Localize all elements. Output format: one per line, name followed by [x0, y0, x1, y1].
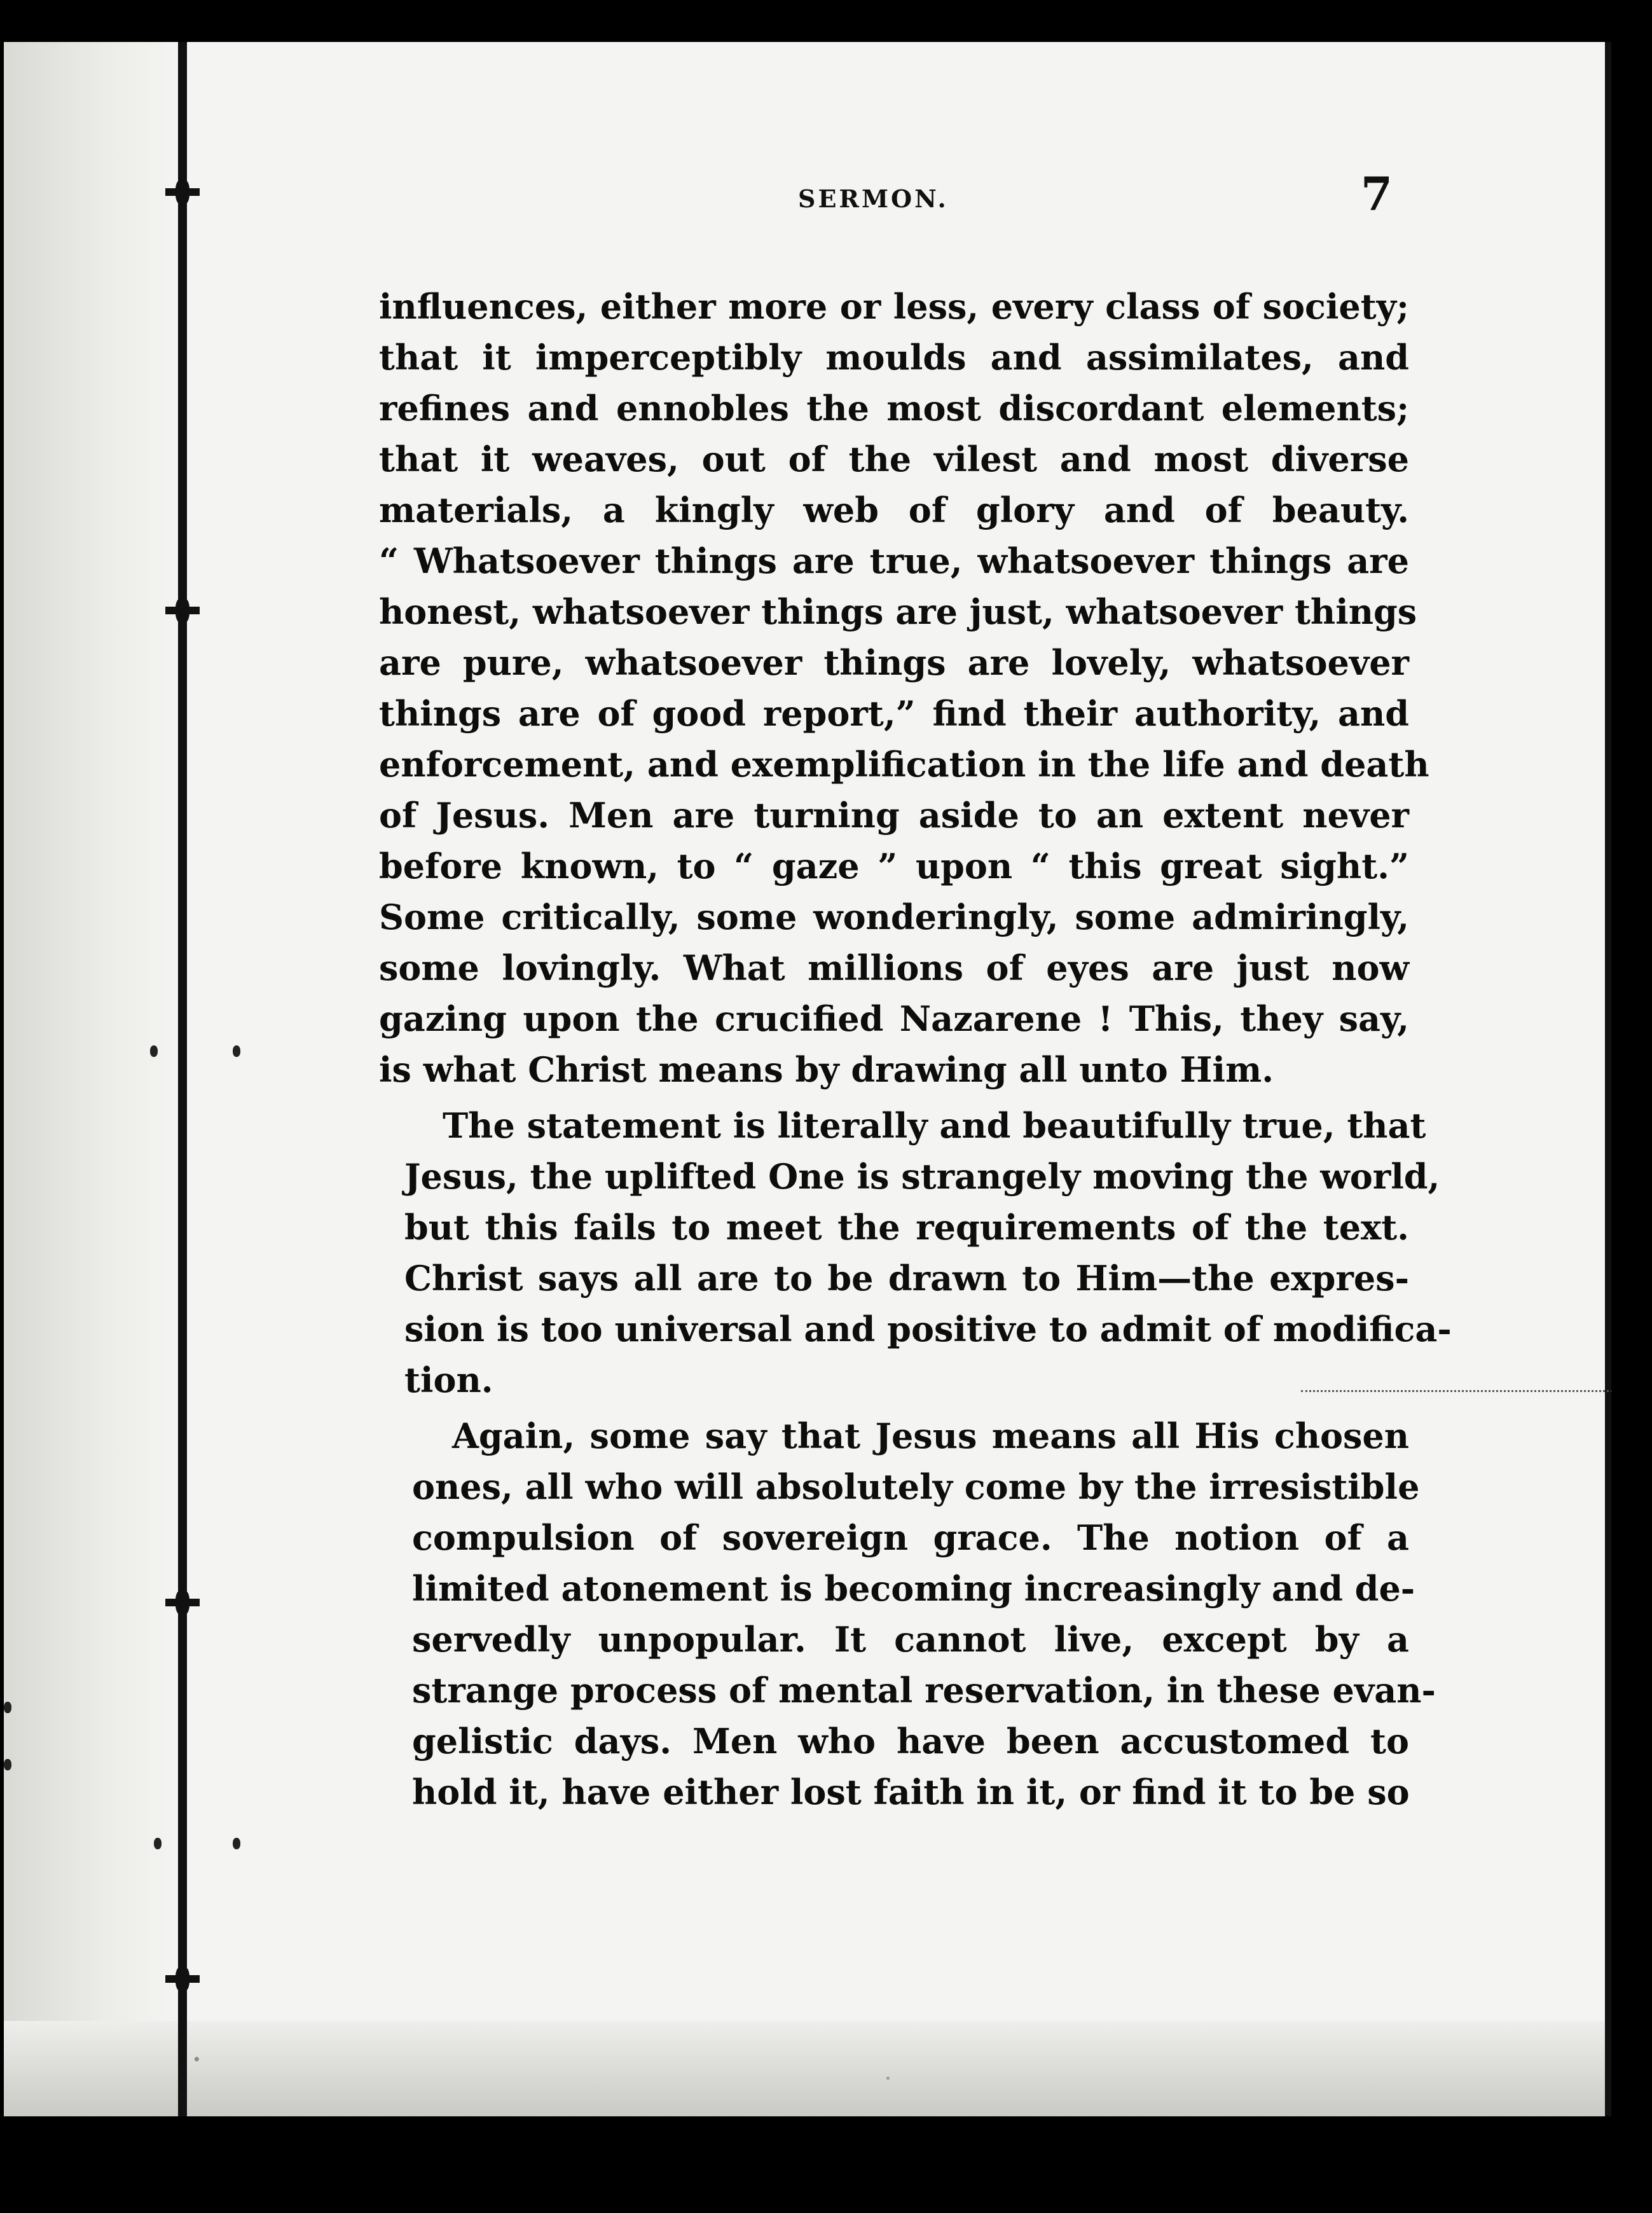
text-line: Again, some say that Jesus means all His chosen	[452, 1416, 1409, 1456]
text-line: things are of good report,” find their authority, and	[379, 693, 1409, 734]
text-line: strange process of mental reservation, in these evan-	[412, 1670, 1436, 1711]
page-bottom-grain	[4, 2021, 1611, 2116]
text-line: but this fails to meet the requirements of the text.	[404, 1207, 1409, 1248]
margin-speck	[154, 1838, 162, 1849]
text-line: Some critically, some wonderingly, some admiringly,	[379, 897, 1409, 937]
margin-speck	[233, 1045, 240, 1057]
text-line: servedly unpopular. It cannot live, except by a	[412, 1619, 1409, 1660]
margin-speck	[4, 1702, 11, 1713]
text-line: refines and ennobles the most discordant elements;	[379, 388, 1409, 429]
paragraph-gap	[379, 1405, 1409, 1410]
text-line: gelistic days. Men who have been accustomed to	[412, 1721, 1409, 1761]
paragraph-gap	[379, 1095, 1409, 1100]
margin-speck	[233, 1838, 240, 1849]
left-margin-specks	[131, 42, 226, 2116]
text-line: that it imperceptibly moulds and assimilates, and	[379, 337, 1409, 378]
text-line: enforcement, and exemplification in the life and death	[379, 744, 1429, 785]
text-line: some lovingly. What millions of eyes are just now	[379, 948, 1409, 988]
text-line: Jesus, the uplifted One is strangely moving the world,	[404, 1156, 1440, 1197]
text-line: influences, either more or less, every class of society;	[379, 286, 1409, 327]
text-line: compulsion of sovereign grace. The notion of a	[412, 1517, 1409, 1558]
right-page-edge	[1605, 42, 1611, 2116]
text-line: is what Christ means by drawing all unto Him.	[379, 1049, 1274, 1090]
text-line: ones, all who will absolutely come by the irresistible	[412, 1466, 1420, 1507]
text-line: before known, to “ gaze ” upon “ this great sight.”	[379, 846, 1409, 886]
paragraph	[379, 1410, 1436, 1817]
text-line: hold it, have either lost faith in it, or find it to be so	[412, 1772, 1410, 1812]
margin-speck	[150, 1045, 158, 1057]
text-line: Christ says all are to be drawn to Him—the expres-	[404, 1258, 1409, 1299]
text-line: “ Whatsoever things are true, whatsoever things are	[379, 541, 1409, 581]
margin-speck	[4, 1759, 11, 1770]
body-text	[379, 281, 1452, 1817]
text-line: materials, a kingly web of glory and of beauty.	[379, 490, 1409, 530]
text-line: The statement is literally and beautifully true, that	[443, 1105, 1426, 1146]
text-line: gazing upon the crucified Nazarene ! This, they say,	[379, 998, 1409, 1039]
paragraph	[379, 1100, 1452, 1405]
text-line: that it weaves, out of the vilest and most diverse	[379, 439, 1409, 479]
text-line: tion.	[404, 1360, 493, 1400]
text-line: are pure, whatsoever things are lovely, whatsoever	[379, 642, 1409, 683]
text-line: of Jesus. Men are turning aside to an extent never	[379, 795, 1409, 836]
paragraph	[379, 281, 1429, 1095]
text-line: limited atonement is becoming increasingly and de-	[412, 1568, 1415, 1609]
page-number: 7	[1360, 167, 1393, 221]
text-line: honest, whatsoever things are just, whatsoever things	[379, 591, 1417, 632]
running-title: SERMON.	[798, 184, 949, 213]
page-header	[343, 160, 1393, 237]
text-line: sion is too universal and positive to admit of modifica-	[404, 1309, 1452, 1349]
